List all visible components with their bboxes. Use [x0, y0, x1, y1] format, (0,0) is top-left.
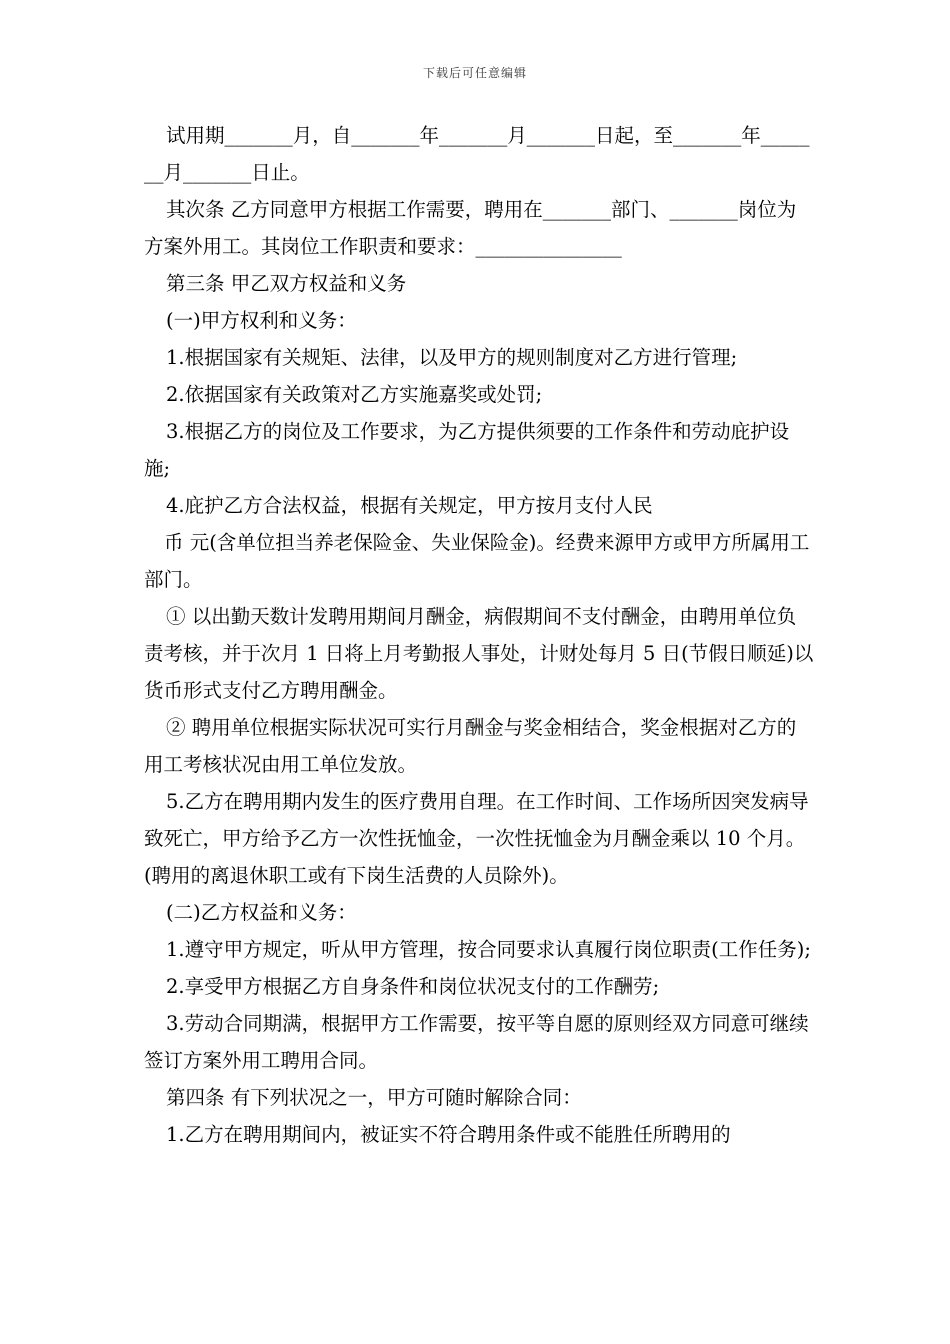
paragraph-article-4-heading: 第四条 有下列状况之一，甲方可随时解除合同： — [166, 1086, 582, 1109]
paragraph-subitem-2: ② 聘用单位根据实际状况可实行月酬金与奖金相结合，奖金根据对乙方的用工考核状况由用工单位发放。 — [144, 716, 797, 776]
paragraph-article-4-item-1: 1.乙方在聘用期间内，被证实不符合聘用条件或不能胜任所聘用的 — [166, 1123, 731, 1146]
paragraph-b-item-1: 1.遵守甲方规定，听从甲方管理，按合同要求认真履行岗位职责(工作任务); — [166, 938, 811, 961]
paragraph-item-2: 2.依据国家有关政策对乙方实施嘉奖或处罚; — [166, 383, 543, 406]
paragraph-item-1: 1.根据国家有关规矩、法律，以及甲方的规则制度对乙方进行管理; — [166, 346, 738, 369]
paragraph-subitem-1: ① 以出勤天数计发聘用期间月酬金，病假期间不支付酬金，由聘用单位负责考核，并于次月 1 日将上月考勤报人事处，计财处每月 5 日(节假日顺延)以货币形式支付乙方聘用酬金。 — [144, 605, 814, 702]
paragraph-item-4-cont: 币 元(含单位担当养老保险金、失业保险金)。经费来源甲方或甲方所属用工部门。 — [144, 531, 810, 591]
paragraph-article-2: 其次条 乙方同意甲方根据工作需要，聘用在_______部门、_______岗位为方案外用工。其岗位工作职责和要求：_______________ — [144, 198, 797, 258]
document-body — [144, 117, 814, 1153]
paragraph-section-2-heading: (二)乙方权益和义务： — [166, 901, 357, 924]
paragraph-b-item-2: 2.享受甲方根据乙方自身条件和岗位状况支付的工作酬劳; — [166, 975, 660, 998]
paragraph-probation: 试用期_______月，自_______年_______月_______日起，至_______年_______月_______日止。 — [144, 124, 810, 184]
paragraph-article-3-heading: 第三条 甲乙双方权益和义务 — [166, 272, 407, 295]
paragraph-item-3: 3.根据乙方的岗位及工作要求，为乙方提供须要的工作条件和劳动庇护设施; — [144, 420, 790, 480]
paragraph-item-4: 4.庇护乙方合法权益，根据有关规定，甲方按月支付人民 — [166, 494, 653, 517]
paragraph-b-item-3: 3.劳动合同期满，根据甲方工作需要，按平等自愿的原则经双方同意可继续签订方案外用工聘用合同。 — [144, 1012, 809, 1072]
page-header: 下载后可任意编辑 — [422, 66, 527, 80]
paragraph-section-1-heading: (一)甲方权利和义务： — [166, 309, 357, 332]
paragraph-item-5: 5.乙方在聘用期内发生的医疗费用自理。在工作时间、工作场所因突发病导致死亡，甲方给予乙方一次性抚恤金，一次性抚恤金为月酬金乘以 10 个月。(聘用的离退休职工或有下岗生活费的人员除外)。 — [144, 790, 809, 887]
